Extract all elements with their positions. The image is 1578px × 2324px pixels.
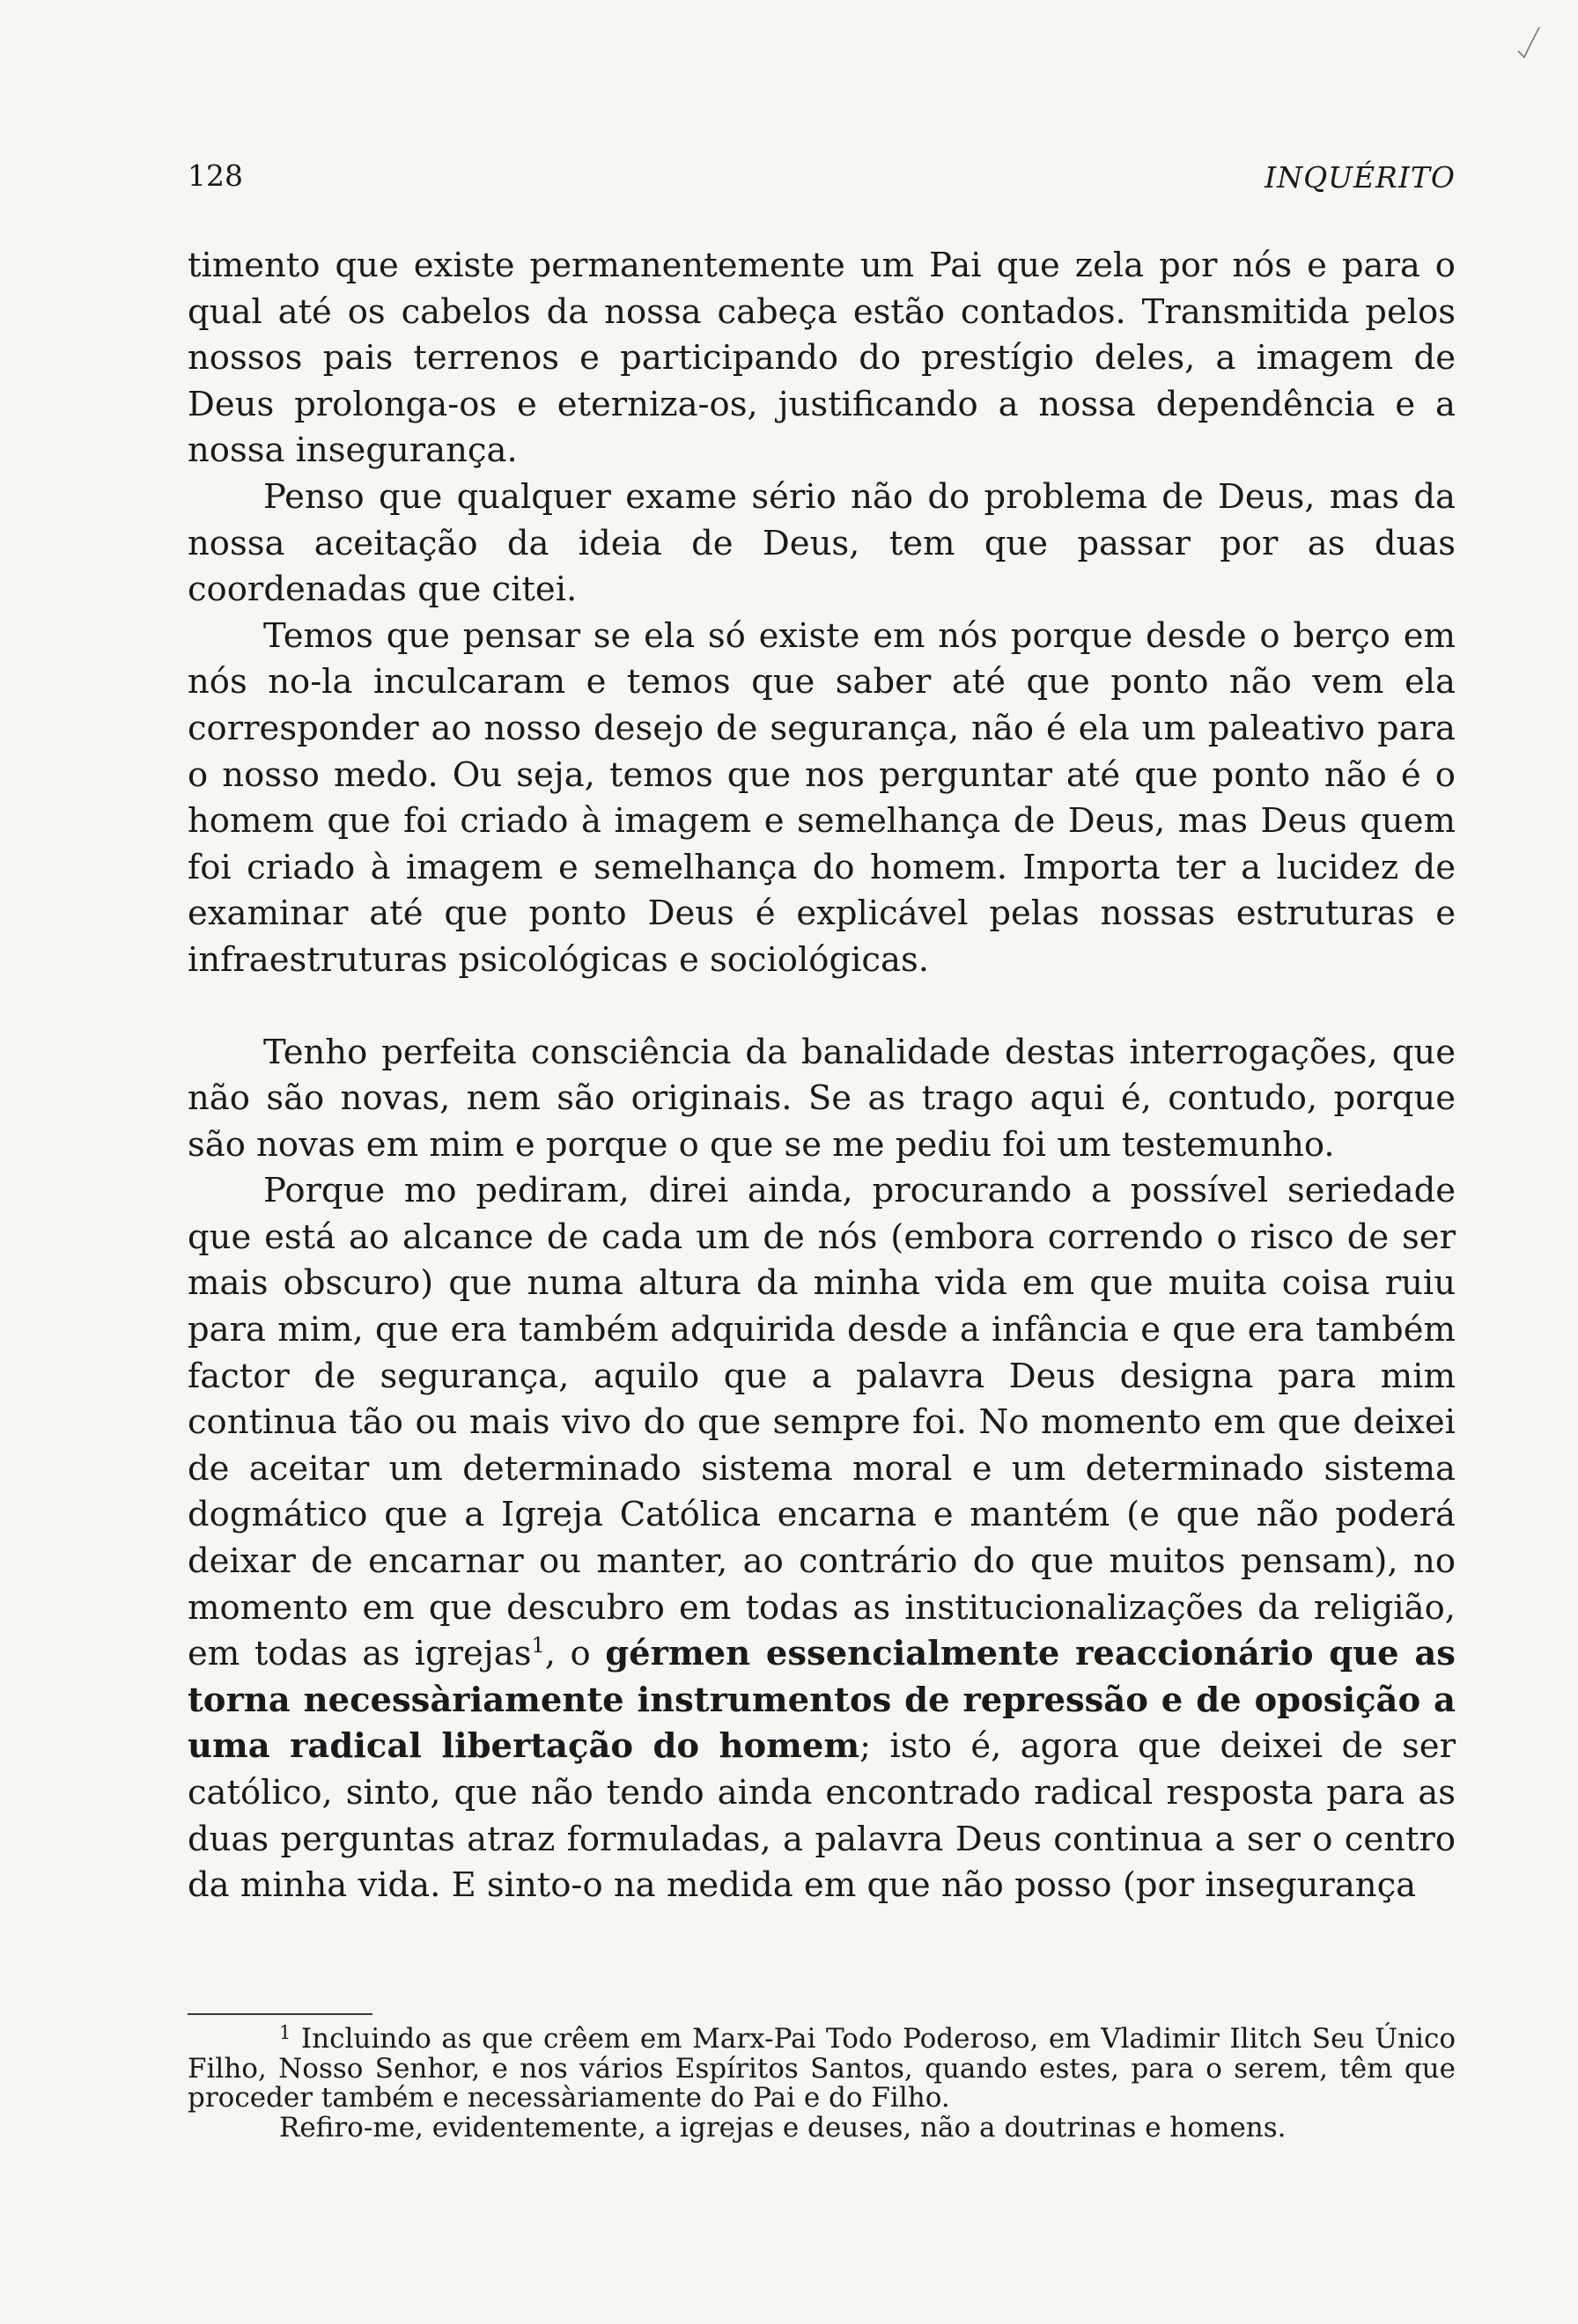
footnote: Refiro-me, evidentemente, a igrejas e deuses, não a doutrinas e homens. <box>279 2111 1287 2144</box>
running-title: INQUÉRITO <box>1265 160 1456 195</box>
paragraph: timento que existe permanentemente um Pai que zela por nós e para o qual até os cabelos da nossa cabeça estão contados. Transmitida pelos nossos pais terrenos e participando do prestígio deles, a imagem de Deus prolonga-os e eterniza-os, justificando a nossa dependência e a nossa insegurança. <box>188 246 1456 471</box>
footnote-text: Incluindo as que crêem em Marx-Pai Todo Poderoso, em Vladimir Ilitch Seu Único Filho, Nosso Senhor, e nos vários Espíritos Santos, quando estes, para o serem, têm que proceder também e necessàriamente do Pai e do Filho. <box>188 2023 1456 2114</box>
paragraph-text: , o <box>544 1634 606 1674</box>
footnote-marker: 1 <box>279 2022 291 2043</box>
paragraph: Tenho perfeita consciência da banalidade destas interrogações, que não são novas, nem são originais. Se as trago aqui é, contudo, porque são novas em mim e porque o que se me pediu foi um testemunho. <box>188 1032 1456 1165</box>
footnote <box>188 2022 1456 2114</box>
pencil-check-mark <box>1516 25 1541 60</box>
page-number: 128 <box>188 158 243 193</box>
paragraph-text: ; isto é, agora que deixei de ser católico, sinto, que não tendo ainda encontrado radical resposta para as duas perguntas atraz formuladas, a palavra Deus continua a ser o centro da minha vida. E sinto-o na medida em que não posso (por insegurança <box>188 1726 1456 1906</box>
footnotes <box>188 2022 1456 2144</box>
paragraph: Penso que qualquer exame sério não do problema de Deus, mas da nossa aceitação da ideia de Deus, tem que passar por as duas coordenadas que citei. <box>188 476 1456 610</box>
paragraph <box>188 1168 1456 1909</box>
bold-emphasis: gérmen essencialmente reaccionário que as torna necessàriamente instrumentos de repressão e de oposição a uma radical libertação do homem <box>188 1634 1456 1767</box>
paragraph-text: Porque mo pediram, direi ainda, procurando a possível seriedade que está ao alcance de cada um de nós (embora correndo o risco de ser mais obscuro) que numa altura da minha vida em que muita coisa ruiu para mim, que era também adquirida desde a infância e que era também factor de segurança, aquilo que a palavra Deus designa para mim continua tão ou mais vivo do que sempre foi. No momento em que deixei de aceitar um determinado sistema moral e um determinado sistema dogmático que a Igreja Católica encarna e mantém (e que não poderá deixar de encarnar ou manter, ao contrário do que muitos pensam), no momento em que descubro em todas as institucionalizações da religião, em todas as igrejas <box>188 1171 1456 1674</box>
body-text <box>188 243 1456 1909</box>
footnote-divider <box>188 2013 372 2015</box>
footnote-reference: 1 <box>531 1633 545 1658</box>
page-header <box>188 158 1456 211</box>
paragraph: Temos que pensar se ela só existe em nós porque desde o berço em nós no-la inculcaram e temos que saber até que ponto não vem ela corresponder ao nosso desejo de segurança, não é ela um paleativo para o nosso medo. Ou seja, temos que nos perguntar até que ponto não é o homem que foi criado à imagem e semelhança de Deus, mas Deus quem foi criado à imagem e semelhança do homem. Importa ter a lucidez de examinar até que ponto Deus é explicável pelas nossas estruturas e infraestruturas psicológicas e sociológicas. <box>188 615 1456 980</box>
